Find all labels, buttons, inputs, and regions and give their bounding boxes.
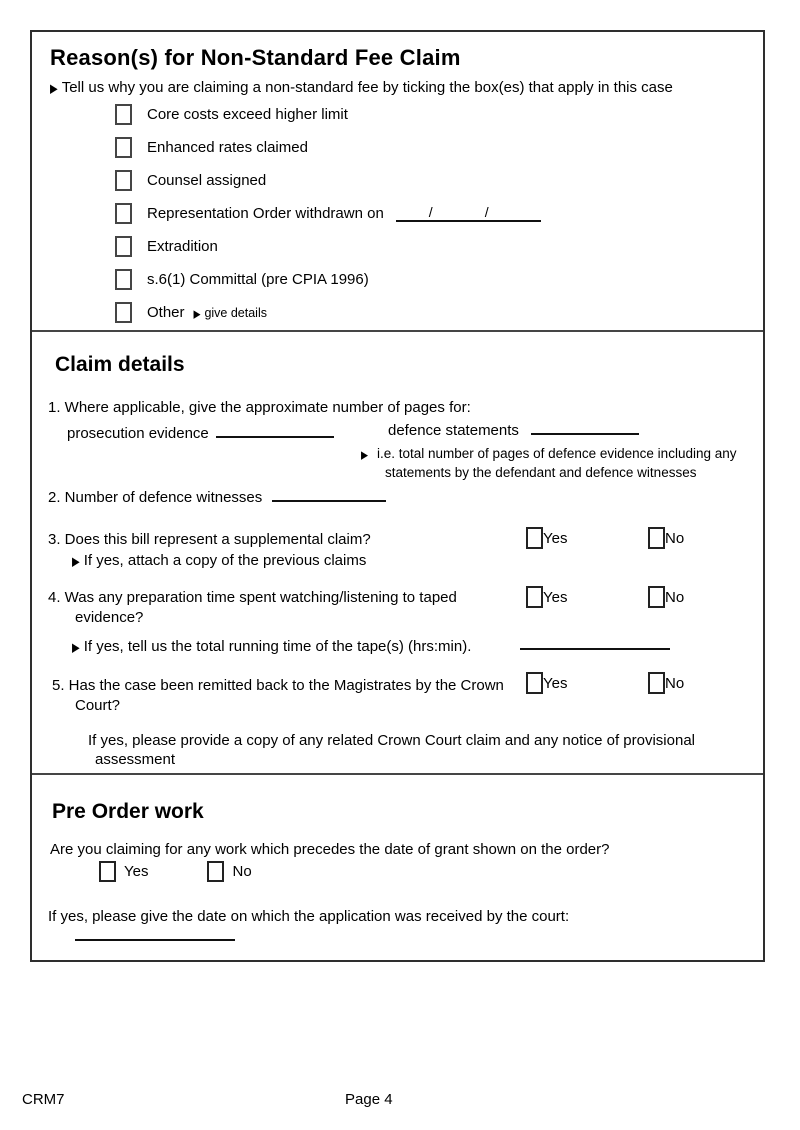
section-divider <box>32 330 763 332</box>
pre-order-yes-label: Yes <box>124 862 149 880</box>
claim-details-title: Claim details <box>55 353 185 376</box>
q4-yes-checkbox[interactable] <box>526 586 543 608</box>
form-border-box <box>30 30 765 962</box>
prosecution-evidence-field[interactable] <box>216 425 334 438</box>
defence-statements-label: defence statements <box>388 422 519 439</box>
q5-no-option <box>648 672 684 694</box>
committal-checkbox[interactable] <box>115 269 132 290</box>
q3-yes-option <box>526 527 567 549</box>
defence-statements-field[interactable] <box>531 422 639 435</box>
date-slash: / <box>428 204 433 220</box>
pre-order-no-checkbox[interactable] <box>207 861 224 882</box>
other-give-details-note: ▶ give details <box>193 305 267 320</box>
date-slash: / <box>484 204 489 220</box>
prosecution-evidence-row <box>67 424 334 444</box>
reason-option-label: s.6(1) Committal (pre CPIA 1996) <box>147 271 369 288</box>
reason-intro <box>50 78 673 100</box>
pre-order-question: Are you claiming for any work which precedes the date of grant shown on the order? <box>50 841 610 858</box>
q3-no-label: No <box>665 529 685 547</box>
application-date-field[interactable] <box>75 939 235 941</box>
reason-section-title: Reason(s) for Non-Standard Fee Claim <box>50 45 461 70</box>
q2-row <box>48 488 386 508</box>
reason-option-label: Counsel assigned <box>147 172 267 189</box>
prosecution-evidence-label: prosecution evidence <box>67 425 209 442</box>
rep-order-withdrawn-checkbox[interactable] <box>115 203 132 224</box>
reason-option-row <box>115 104 541 125</box>
pre-order-yes-checkbox[interactable] <box>99 861 116 882</box>
defence-statements-note: ▶ i.e. total number of pages of defence evidence including any statements by the defendant and defence witnesses <box>361 446 737 480</box>
reason-option-row <box>115 170 541 191</box>
extradition-checkbox[interactable] <box>115 236 132 257</box>
arrow-bullet-icon: ▶ <box>193 307 201 320</box>
q5-note: If yes, please provide a copy of any related Crown Court claim and any notice of provisional assessment <box>88 732 695 768</box>
q3-yes-label: Yes <box>543 529 568 547</box>
reason-option-label: Other <box>147 304 185 321</box>
reason-option-row <box>115 302 541 323</box>
reason-options-list <box>115 104 541 335</box>
reason-option-label: Enhanced rates claimed <box>147 139 308 156</box>
core-costs-checkbox[interactable] <box>115 104 132 125</box>
q4-no-checkbox[interactable] <box>648 586 665 608</box>
q4-no-option <box>648 586 684 608</box>
q3-note: ▶ If yes, attach a copy of the previous claims <box>72 551 366 573</box>
reason-option-row <box>115 269 541 290</box>
arrow-bullet-icon: ▶ <box>50 82 58 97</box>
q2-label: 2. Number of defence witnesses <box>48 489 263 506</box>
reason-option-label: Extradition <box>147 238 218 255</box>
q5-yes-checkbox[interactable] <box>526 672 543 694</box>
tape-time-field[interactable] <box>520 648 670 650</box>
q3-label: 3. Does this bill represent a supplemental claim? <box>48 531 371 548</box>
reason-option-row <box>115 137 541 158</box>
counsel-assigned-checkbox[interactable] <box>115 170 132 191</box>
q4-yes-label: Yes <box>543 588 568 606</box>
q3-no-option <box>648 527 684 549</box>
defence-witnesses-field[interactable] <box>272 489 386 502</box>
withdrawn-date-field[interactable] <box>396 205 541 222</box>
enhanced-rates-checkbox[interactable] <box>115 137 132 158</box>
q5-no-label: No <box>665 674 685 692</box>
arrow-bullet-icon: ▶ <box>72 641 80 656</box>
q3-yes-checkbox[interactable] <box>526 527 543 549</box>
reason-option-label: Representation Order withdrawn on <box>147 205 384 222</box>
q5-yes-label: Yes <box>543 674 568 692</box>
q5-no-checkbox[interactable] <box>648 672 665 694</box>
reason-option-row <box>115 236 541 257</box>
q4-yes-option <box>526 586 567 608</box>
q4-note: ▶ If yes, tell us the total running time of the tape(s) (hrs:min). <box>72 637 471 659</box>
reason-intro-text: Tell us why you are claiming a non-standard fee by ticking the box(es) that apply in this case <box>61 79 673 96</box>
pre-order-date-prompt: If yes, please give the date on which the application was received by the court: <box>48 908 570 925</box>
arrow-bullet-icon: ▶ <box>72 555 80 570</box>
pre-order-yesno-row <box>99 861 252 882</box>
other-checkbox[interactable] <box>115 302 132 323</box>
q1-label: 1. Where applicable, give the approximate number of pages for: <box>48 399 471 416</box>
q4-no-label: No <box>665 588 685 606</box>
q5-label: 5. Has the case been remitted back to the Magistrates by the Crown Court? <box>52 677 504 714</box>
page-number: Page 4 <box>345 1091 393 1108</box>
q5-yes-option <box>526 672 567 694</box>
pre-order-no-label: No <box>232 862 252 880</box>
q3-no-checkbox[interactable] <box>648 527 665 549</box>
q4-label: 4. Was any preparation time spent watching/listening to taped evidence? <box>48 589 457 626</box>
reason-option-label: Core costs exceed higher limit <box>147 106 348 123</box>
defence-statements-row <box>388 421 639 441</box>
pre-order-title: Pre Order work <box>52 800 204 823</box>
reason-option-row <box>115 203 541 224</box>
section-divider <box>32 773 763 775</box>
form-code: CRM7 <box>22 1091 65 1108</box>
